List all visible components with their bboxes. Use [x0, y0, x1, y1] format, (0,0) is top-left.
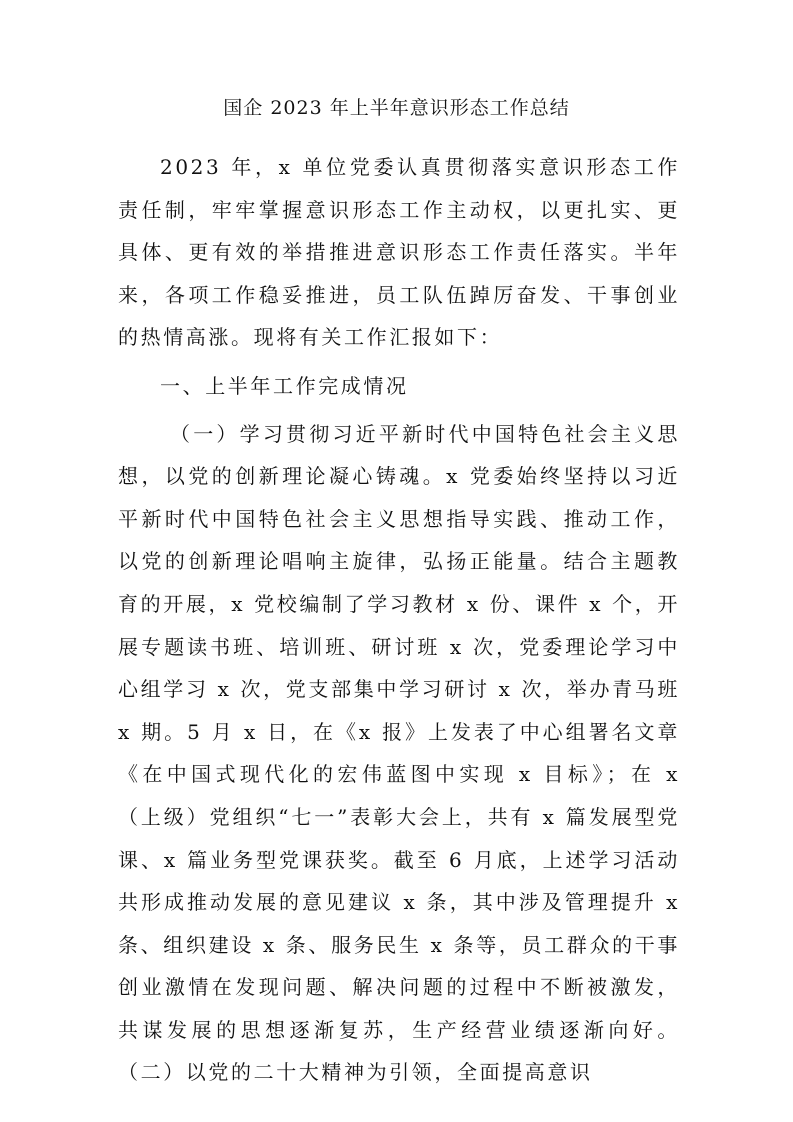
intro-paragraph: 2023 年，x 单位党委认真贯彻落实意识形态工作责任制，牢牢掌握意识形态工作主动权，以更扎实、更具体、更有效的举措推进意识形态工作责任落实。半年来，各项工作稳妥推进，员工队伍踔厉奋发、干事创业的热情高涨。现将有关工作汇报如下：	[118, 155, 680, 350]
document-title: 国企 2023 年上半年意识形态工作总结	[223, 97, 570, 119]
section-heading: 一、上半年工作完成情况	[160, 373, 409, 398]
subsection-paragraph: （一）学习贯彻习近平新时代中国特色社会主义思想，以党的创新理论凝心铸魂。x 党委始终坚持以习近平新时代中国特色社会主义思想指导实践、推动工作，以党的创新理论唱响主旋律，弘扬正能量。结合主题教育的开展，x 党校编制了学习教材 x 份、课件 x 个，开展专题读书班、培训班、研讨班 x 次，党委理论学习中心组学习 x 次，党支部集中学习研讨 x 次，举办青马班 x 期。5 月 x 日，在《x 报》上发表了中心组署名文章《在中国式现代化的宏伟蓝图中实现 x 目标》；在 x（上级）党组织“七一”表彰大会上，共有 x 篇发展型党课、x 篇业务型党课获奖。截至 6 月底，上述学习活动共形成推动发展的意见建议 x 条，其中涉及管理提升 x 条、组织建设 x 条、服务民生 x 条等，员工群众的干事创业激情在发现问题、解决问题的过程中不断被激发，共谋发展的思想逐渐复苏，生产经营业绩逐渐向好。 （二）以党的二十大精神为引领，全面提高意识	[118, 421, 680, 1085]
document-body	[118, 146, 680, 1094]
